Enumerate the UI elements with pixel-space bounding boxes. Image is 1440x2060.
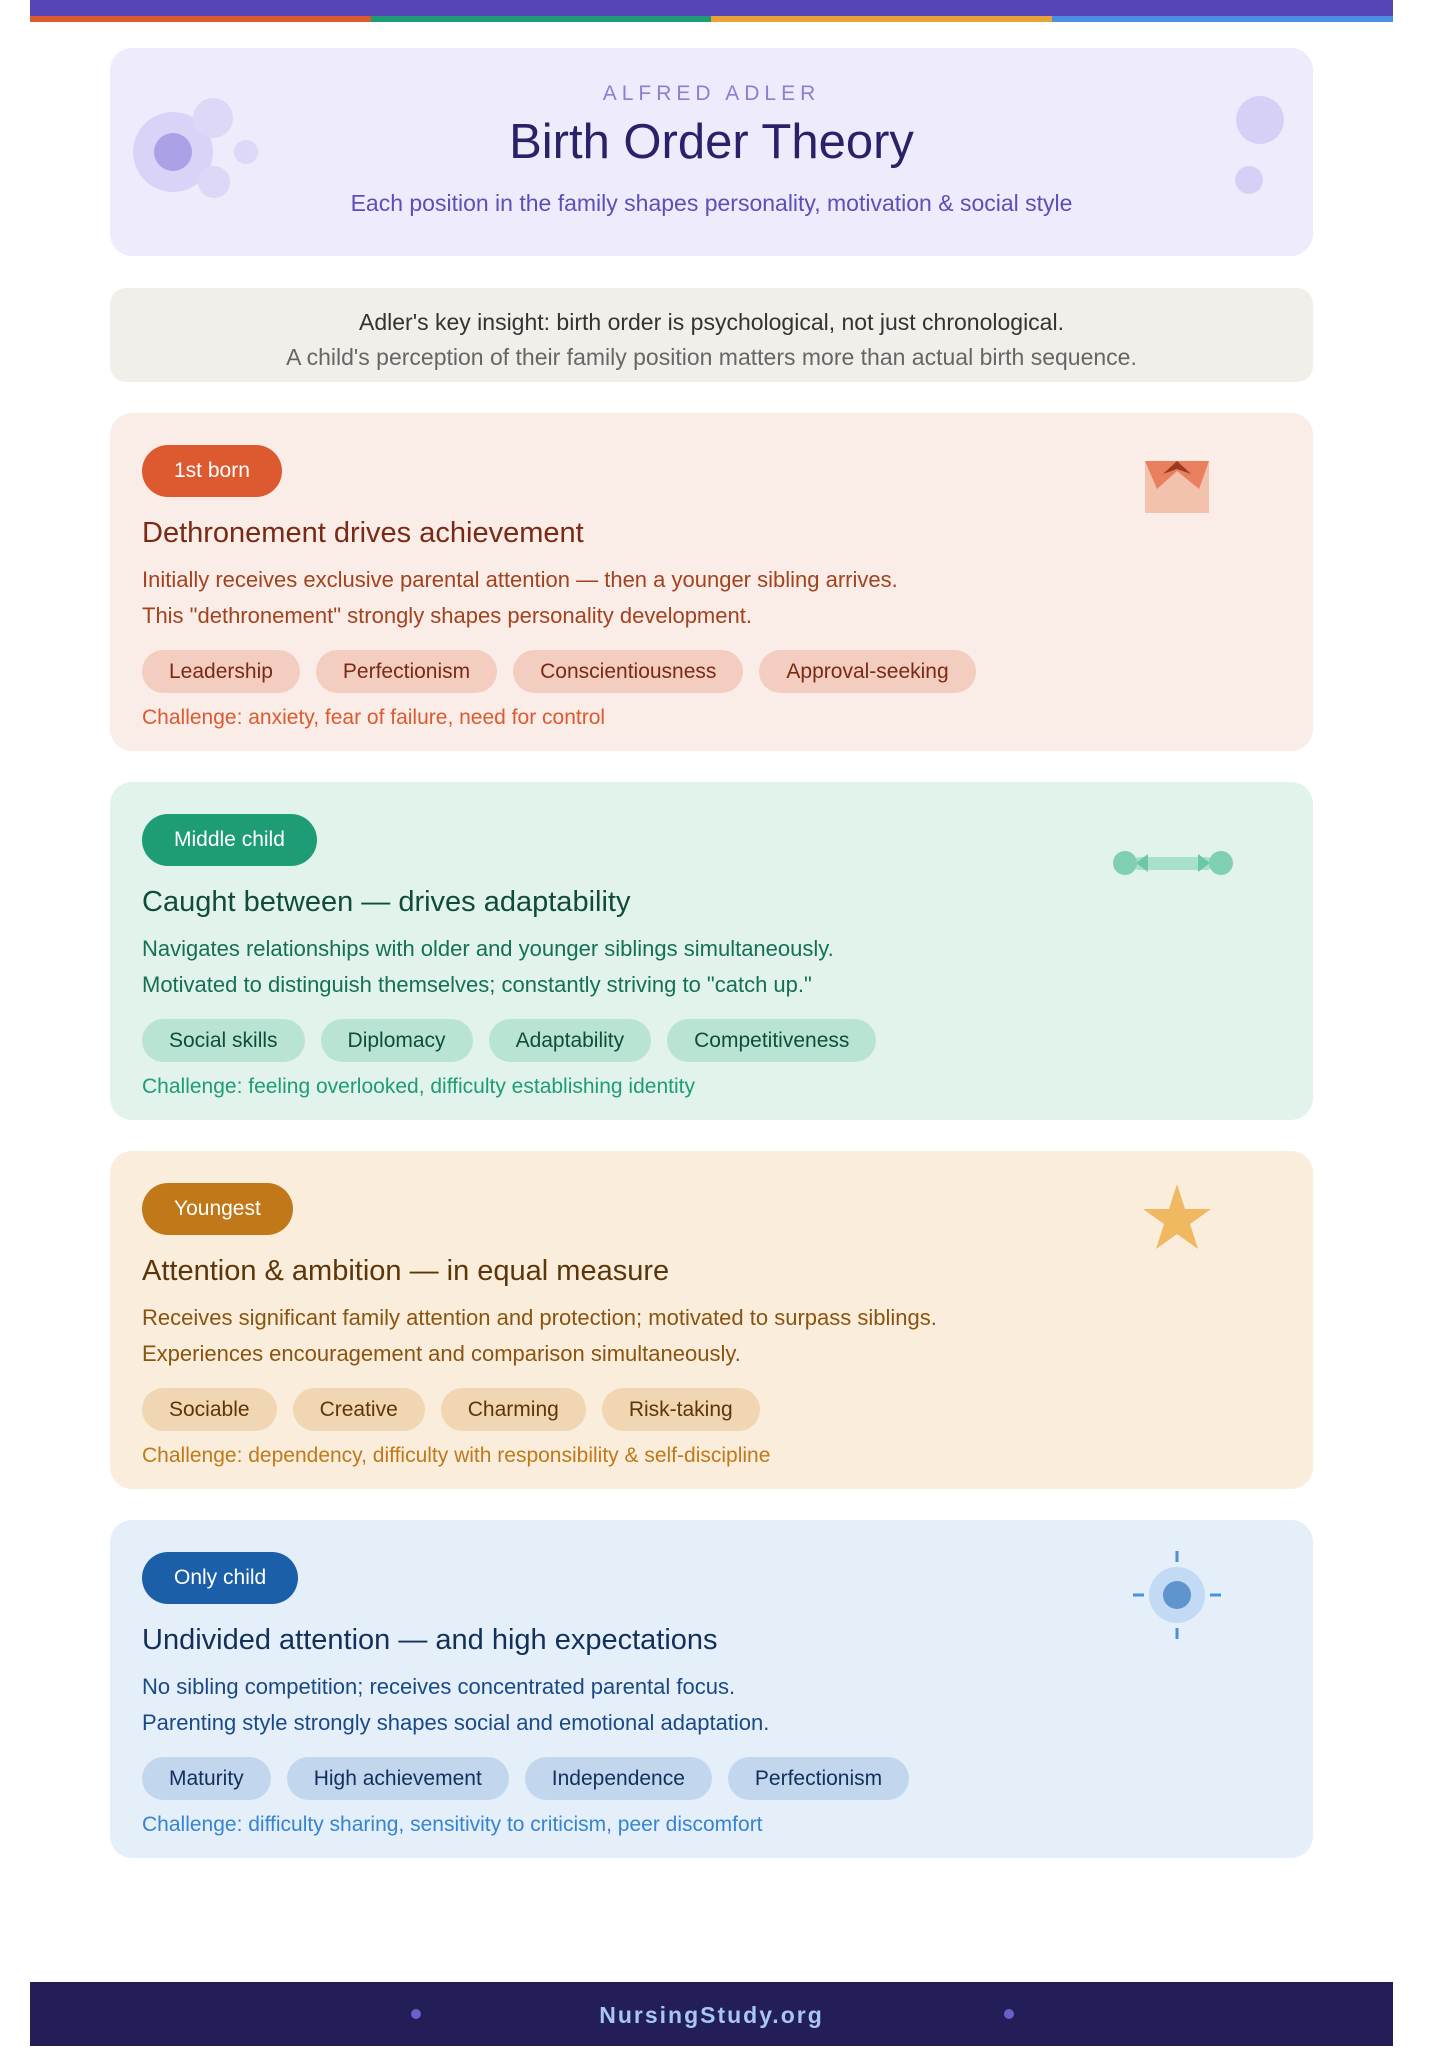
trait-list: [142, 1757, 909, 1800]
trait-tag: Independence: [525, 1757, 712, 1800]
card-title: Caught between — drives adaptability: [142, 886, 631, 918]
birth-order-card-middle: [110, 782, 1313, 1120]
trait-tag: Risk-taking: [602, 1388, 760, 1431]
card-description-line-2: Parenting style strongly shapes social and emotional adaptation.: [142, 1710, 770, 1735]
trait-tag: Creative: [293, 1388, 425, 1431]
header-card: [110, 48, 1313, 256]
trait-list: [142, 650, 976, 693]
challenge-text: Challenge: feeling overlooked, difficulty establishing identity: [142, 1075, 695, 1098]
position-badge: Middle child: [142, 814, 317, 866]
crown-icon: [1103, 431, 1273, 541]
insight-sub-text: A child's perception of their family position matters more than actual birth sequence.: [286, 344, 1137, 370]
top-stripe-blue: [1052, 16, 1393, 22]
card-title: Attention & ambition — in equal measure: [142, 1255, 670, 1287]
trait-tag: Sociable: [142, 1388, 277, 1431]
trait-tag: High achievement: [287, 1757, 509, 1800]
position-badge: 1st born: [142, 445, 282, 497]
trait-tag: Maturity: [142, 1757, 271, 1800]
trait-tag: Approval-seeking: [759, 650, 975, 693]
card-title: Undivided attention — and high expectations: [142, 1624, 718, 1656]
star-icon: [1103, 1169, 1273, 1279]
page-title: Birth Order Theory: [509, 115, 914, 169]
top-stripe-red: [30, 16, 371, 22]
trait-tag: Competitiveness: [667, 1019, 876, 1062]
insight-main-text: Adler's key insight: birth order is psychological, not just chronological.: [359, 309, 1064, 335]
trait-tag: Charming: [441, 1388, 586, 1431]
eyebrow-label: ALFRED ADLER: [602, 82, 821, 105]
card-description-line-2: Motivated to distinguish themselves; constantly striving to "catch up.": [142, 972, 812, 997]
sun-target-icon: [1103, 1538, 1273, 1648]
footer: [30, 1982, 1393, 2046]
position-badge: Youngest: [142, 1183, 293, 1235]
insight-card: [110, 288, 1313, 382]
footer-site-link[interactable]: NursingStudy.org: [599, 2002, 824, 2028]
card-description-line-2: Experiences encouragement and comparison simultaneously.: [142, 1341, 741, 1366]
birth-order-card-firstborn: [110, 413, 1313, 751]
top-stripe-orange: [711, 16, 1052, 22]
card-title: Dethronement drives achievement: [142, 517, 584, 549]
trait-tag: Conscientiousness: [513, 650, 743, 693]
challenge-text: Challenge: anxiety, fear of failure, need for control: [142, 706, 606, 729]
trait-tag: Perfectionism: [728, 1757, 909, 1800]
footer-dot: [1004, 2009, 1014, 2019]
trait-list: [142, 1388, 760, 1431]
birth-order-card-only: [110, 1520, 1313, 1858]
card-description-line-1: Receives significant family attention and protection; motivated to surpass siblings.: [142, 1305, 937, 1330]
trait-tag: Leadership: [142, 650, 300, 693]
top-stripe-green: [371, 16, 711, 22]
trait-tag: Perfectionism: [316, 650, 497, 693]
trait-tag: Adaptability: [489, 1019, 652, 1062]
page-subtitle: Each position in the family shapes personality, motivation & social style: [350, 190, 1073, 216]
card-description-line-1: Initially receives exclusive parental attention — then a younger sibling arrives.: [142, 567, 898, 592]
birth-order-card-youngest: [110, 1151, 1313, 1489]
challenge-text: Challenge: difficulty sharing, sensitivity to criticism, peer discomfort: [142, 1813, 763, 1836]
trait-tag: Diplomacy: [321, 1019, 473, 1062]
trait-tag: Social skills: [142, 1019, 305, 1062]
challenge-text: Challenge: dependency, difficulty with responsibility & self-discipline: [142, 1444, 771, 1467]
page-frame: [30, 0, 1393, 2060]
card-description-line-1: No sibling competition; receives concentrated parental focus.: [142, 1674, 736, 1699]
position-badge: Only child: [142, 1552, 298, 1604]
card-description-line-1: Navigates relationships with older and younger siblings simultaneously.: [142, 936, 834, 961]
bidirectional-arrow-icon: [1103, 800, 1273, 910]
card-description-line-2: This "dethronement" strongly shapes personality development.: [142, 603, 752, 628]
trait-list: [142, 1019, 876, 1062]
